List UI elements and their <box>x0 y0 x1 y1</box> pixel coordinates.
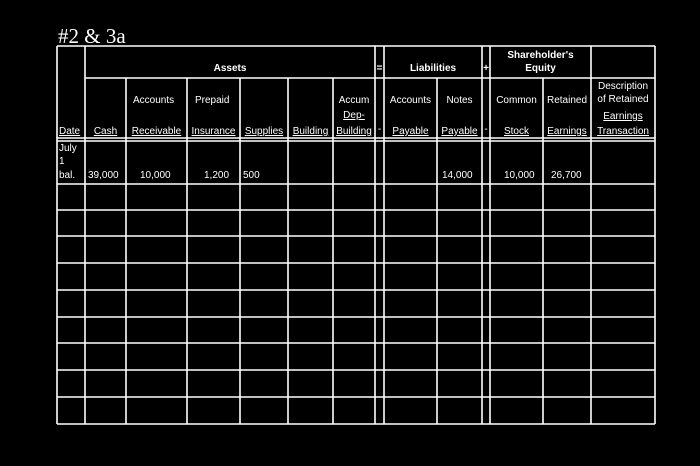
minus-sign-1: - <box>377 124 382 135</box>
header-np-top: Notes <box>446 95 473 106</box>
row1-prepaid-insurance: 1,200 <box>204 170 230 181</box>
group-liabilities: Liabilities <box>409 63 457 74</box>
header-accum-1: Accum <box>338 95 370 106</box>
header-date: Date <box>59 126 81 137</box>
header-ar-bottom: Receivable <box>131 126 182 137</box>
row1-common-stock: 10,000 <box>504 170 535 181</box>
row1-notes-payable: 14,000 <box>442 170 473 181</box>
header-prepaid-top: Prepaid <box>195 95 230 106</box>
header-re-top: Retained <box>546 95 588 106</box>
row1-supplies: 500 <box>243 170 260 181</box>
header-accum-3: Building <box>336 126 372 137</box>
plus-sign: + <box>483 63 489 74</box>
page-heading: #2 & 3a <box>58 24 126 48</box>
header-supplies: Supplies <box>244 126 284 137</box>
header-cash: Cash <box>93 126 118 137</box>
header-cs-top: Common <box>496 95 537 106</box>
row1-date-line2: 1 <box>59 156 65 167</box>
row1-accounts-receivable: 10,000 <box>140 170 171 181</box>
header-ap-bottom: Payable <box>392 126 429 137</box>
row1-date-line3: bal. <box>59 170 76 181</box>
header-desc-3: Earnings <box>603 111 643 122</box>
header-prepaid-bottom: Insurance <box>191 126 236 137</box>
header-building: Building <box>292 126 329 137</box>
header-cs-bottom: Stock <box>503 126 529 137</box>
header-ar-top: Accounts <box>133 95 175 106</box>
header-desc-2: of Retained <box>597 94 649 105</box>
group-equity-line2: Equity <box>525 63 556 74</box>
header-re-bottom: Earnings <box>547 126 587 137</box>
equals-sign: = <box>376 63 383 74</box>
header-desc-1: Description <box>597 81 649 92</box>
header-ap-top: Accounts <box>389 95 432 106</box>
header-desc-4: Transaction <box>597 126 649 137</box>
row1-retained-earnings: 26,700 <box>551 170 582 181</box>
row1-date-line1: July <box>59 143 77 154</box>
group-equity-line1: Shareholder's <box>507 50 574 61</box>
minus-sign-2: - <box>484 124 488 135</box>
header-np-bottom: Payable <box>441 126 478 137</box>
header-accum-2: Dep- <box>343 110 365 121</box>
row1-cash: 39,000 <box>88 170 119 181</box>
group-assets: Assets <box>213 63 247 74</box>
